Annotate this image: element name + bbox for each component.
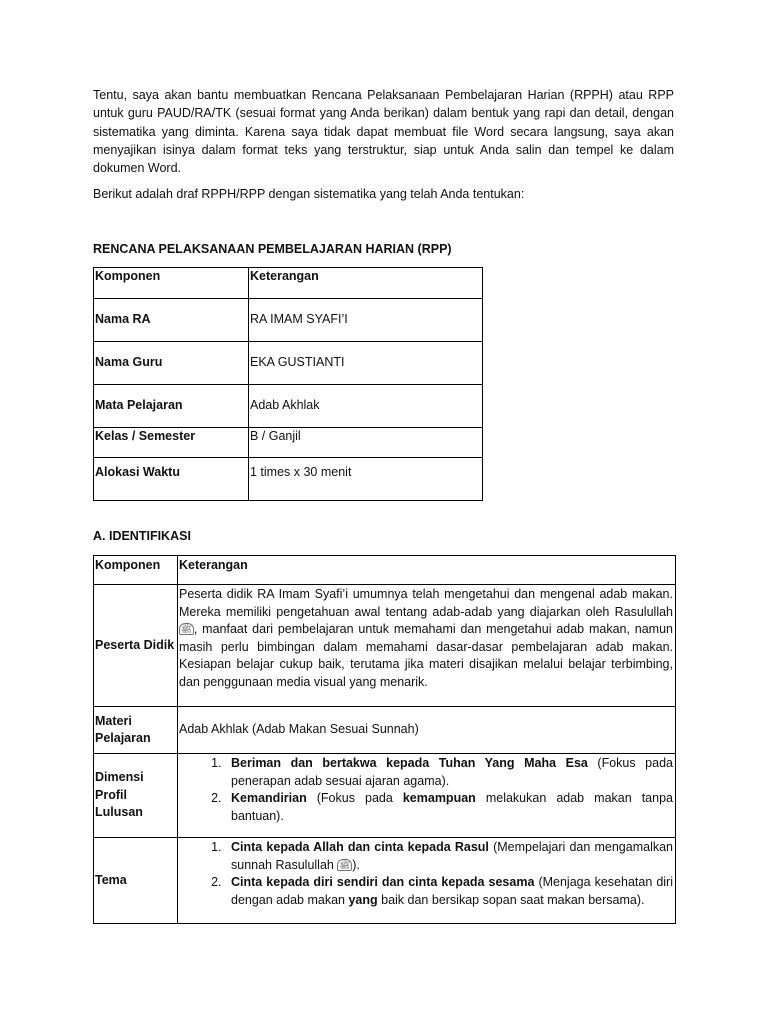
peserta-didik-text [178, 585, 676, 707]
row-value: Adab Akhlak (Adab Makan Sesuai Sunnah) [178, 707, 676, 754]
table-row [94, 385, 483, 428]
list-item-text: (Fokus pada [306, 791, 403, 805]
row-label: Materi Pelajaran [94, 707, 178, 754]
list-item-text: (Menjaga kesehatan diri dengan adab makan [231, 875, 673, 907]
intro-followup: Berikut adalah draf RPPH/RPP dengan sistematika yang telah Anda tentukan: [93, 187, 525, 201]
row-value: 1 times x 30 menit [249, 458, 483, 501]
list-item [225, 755, 673, 790]
row-value: EKA GUSTIANTI [249, 342, 483, 385]
table-row [94, 458, 483, 501]
list-item-bold: Kemandirian [231, 791, 307, 805]
dimensi-list [179, 755, 673, 825]
peserta-text-part: , manfaat dari pembelajaran untuk memahami dan mengetahui adab makan, namun masih perlu bimbingan dalam memahami dasar-dasar pembelajaran adab makan. Kesiapan belajar cukup baik, terutama jika materi disajikan melalui belajar terbimbing, dan penggunaan media visual yang menarik. [179, 622, 673, 689]
list-item-bold: Cinta kepada Allah dan cinta kepada Rasul [231, 840, 489, 854]
list-item-text: ). [352, 857, 360, 872]
header-komponen: Komponen [94, 556, 178, 585]
row-label: Mata Pelajaran [94, 385, 249, 428]
dimensi-list-cell [178, 754, 676, 838]
list-item-text: (Fokus pada penerapan adab sesuai ajaran agama). [231, 756, 673, 788]
row-label: Nama RA [94, 299, 249, 342]
row-label: Dimensi Profil Lulusan [94, 754, 178, 838]
row-value: B / Ganjil [249, 428, 483, 458]
header-keterangan: Keterangan [178, 556, 676, 585]
row-label: Alokasi Waktu [94, 458, 249, 501]
identifikasi-table [93, 555, 676, 924]
saw-ligature-icon: ﷺ [339, 859, 351, 870]
row-label: Tema [94, 838, 178, 924]
tema-list-cell [178, 838, 676, 924]
section-a-title: A. IDENTIFIKASI [93, 529, 191, 543]
table-row [94, 342, 483, 385]
table-row [94, 754, 676, 838]
list-item [225, 874, 673, 909]
list-item-bold: kemampuan [402, 791, 476, 805]
peserta-text-part: Peserta didik RA Imam Syafi’i umumnya telah mengetahui dan mengenal adab makan. Mereka memiliki pengetahuan awal tentang adab-adab yang diajarkan oleh Rasulullah [179, 587, 673, 619]
table-row [94, 299, 483, 342]
list-item-bold: Beriman dan bertakwa kepada Tuhan Yang Maha Esa [231, 756, 588, 770]
row-label: Nama Guru [94, 342, 249, 385]
saw-ligature-icon: ﷺ [181, 624, 192, 634]
row-value: Adab Akhlak [249, 385, 483, 428]
row-label: Kelas / Semester [94, 428, 249, 458]
rpp-title: RENCANA PELAKSANAAN PEMBELAJARAN HARIAN (RPP) [93, 242, 452, 256]
table-row [94, 585, 676, 707]
list-item-bold: yang [348, 892, 378, 907]
header-komponen: Komponen [94, 268, 249, 299]
table-header-row [94, 268, 483, 299]
list-item-bold: Cinta kepada diri sendiri dan cinta kepada sesama [231, 875, 535, 889]
tema-list [179, 839, 673, 909]
table-header-row [94, 556, 676, 585]
list-item-text: baik dan bersikap sopan saat makan bersama). [377, 892, 645, 907]
table-row [94, 838, 676, 924]
header-keterangan: Keterangan [249, 268, 483, 299]
list-item-text: melakukan adab makan tanpa bantuan). [231, 791, 673, 823]
table-row [94, 707, 676, 754]
list-item-text: (Mempelajari dan mengamalkan sunnah Rasulullah [231, 840, 673, 872]
rpp-info-table [93, 267, 483, 501]
table-row [94, 428, 483, 458]
list-item [225, 839, 673, 874]
intro-paragraph: Tentu, saya akan bantu membuatkan Rencana Pelaksanaan Pembelajaran Harian (RPPH) atau RPP untuk guru PAUD/RA/TK (sesuai format yang Anda berikan) dalam bentuk yang rapi dan detail, dengan sistematika yang diminta. Karena saya tidak dapat membuat file Word secara langsung, saya akan menyajikan isinya dalam format teks yang terstruktur, siap untuk Anda salin dan tempel ke dalam dokumen Word. [93, 88, 674, 176]
list-item [225, 790, 673, 825]
row-label: Peserta Didik [94, 585, 178, 707]
row-value: RA IMAM SYAFI’I [249, 299, 483, 342]
